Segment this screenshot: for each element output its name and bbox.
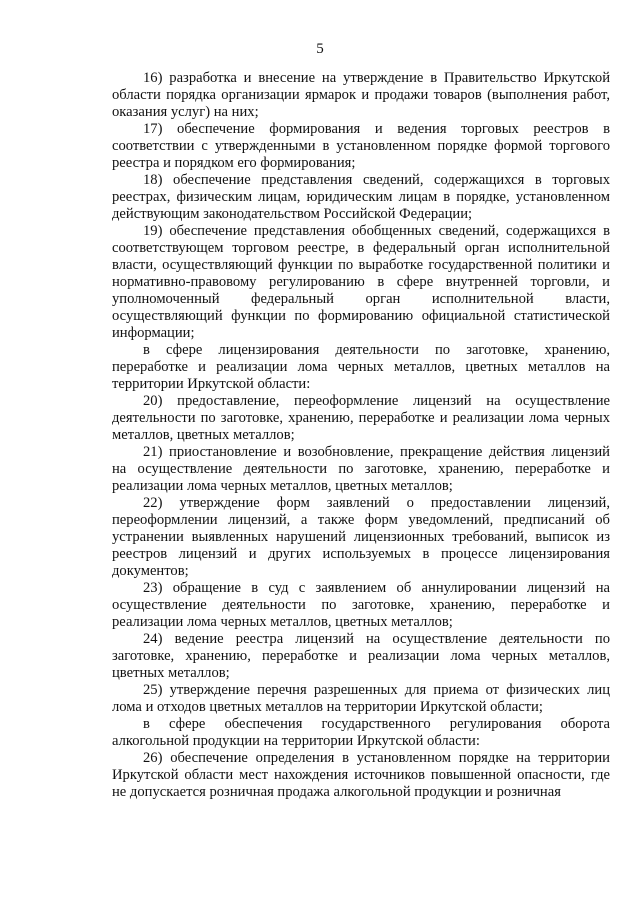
paragraph-item-18: 18) обеспечение представления сведений, содержащихся в торговых реестрах, физическим лицам, юридическим лицам в порядке, установленном действующим законодательством Российской Федерации;	[112, 172, 610, 222]
paragraph-item-19: 19) обеспечение представления обобщенных сведений, содержащихся в соответствующем торговом реестре, в федеральный орган исполнительной власти, осуществляющий функции по выработке государственной политики и нормативно-правовому регулированию в сфере внутренней торговли, и уполномоченный федеральный орган исполнительной власти, осуществляющий функции по формированию официальной статистической информации;	[112, 223, 610, 341]
section-heading-licensing: в сфере лицензирования деятельности по заготовке, хранению, переработке и реализации лома черных металлов, цветных металлов на территории Иркутской области:	[112, 342, 610, 392]
paragraph-item-24: 24) ведение реестра лицензий на осуществление деятельности по заготовке, хранению, переработке и реализации лома черных металлов, цветных металлов;	[112, 631, 610, 681]
paragraph-item-21: 21) приостановление и возобновление, прекращение действия лицензий на осуществление деятельности по заготовке, хранению, переработке и реализации лома черных металлов, цветных металлов;	[112, 444, 610, 494]
paragraph-item-16: 16) разработка и внесение на утверждение в Правительство Иркутской области порядка организации ярмарок и продажи товаров (выполнения работ, оказания услуг) на них;	[112, 70, 610, 120]
paragraph-item-23: 23) обращение в суд с заявлением об аннулировании лицензий на осуществление деятельности по заготовке, хранению, переработке и реализации лома черных металлов, цветных металлов;	[112, 580, 610, 630]
section-heading-alcohol: в сфере обеспечения государственного регулирования оборота алкогольной продукции на территории Иркутской области:	[112, 716, 610, 749]
paragraph-item-25: 25) утверждение перечня разрешенных для приема от физических лиц лома и отходов цветных металлов на территории Иркутской области;	[112, 682, 610, 715]
paragraph-item-22: 22) утверждение форм заявлений о предоставлении лицензий, переоформлении лицензий, а также форм уведомлений, предписаний об устранении выявленных нарушений лицензионных требований, выписок из реестров лицензий и других используемых в процессе лицензирования документов;	[112, 495, 610, 579]
page-number: 5	[316, 41, 324, 57]
paragraph-item-17: 17) обеспечение формирования и ведения торговых реестров в соответствии с утвержденными в установленном порядке формой торгового реестра и порядком его формирования;	[112, 121, 610, 171]
paragraph-item-26: 26) обеспечение определения в установленном порядке на территории Иркутской области мест нахождения источников повышенной опасности, где не допускается розничная продажа алкогольной продукции и розничная	[112, 750, 610, 800]
document-body	[112, 70, 610, 801]
paragraph-item-20: 20) предоставление, переоформление лицензий на осуществление деятельности по заготовке, хранению, переработке и реализации лома черных металлов, цветных металлов;	[112, 393, 610, 443]
